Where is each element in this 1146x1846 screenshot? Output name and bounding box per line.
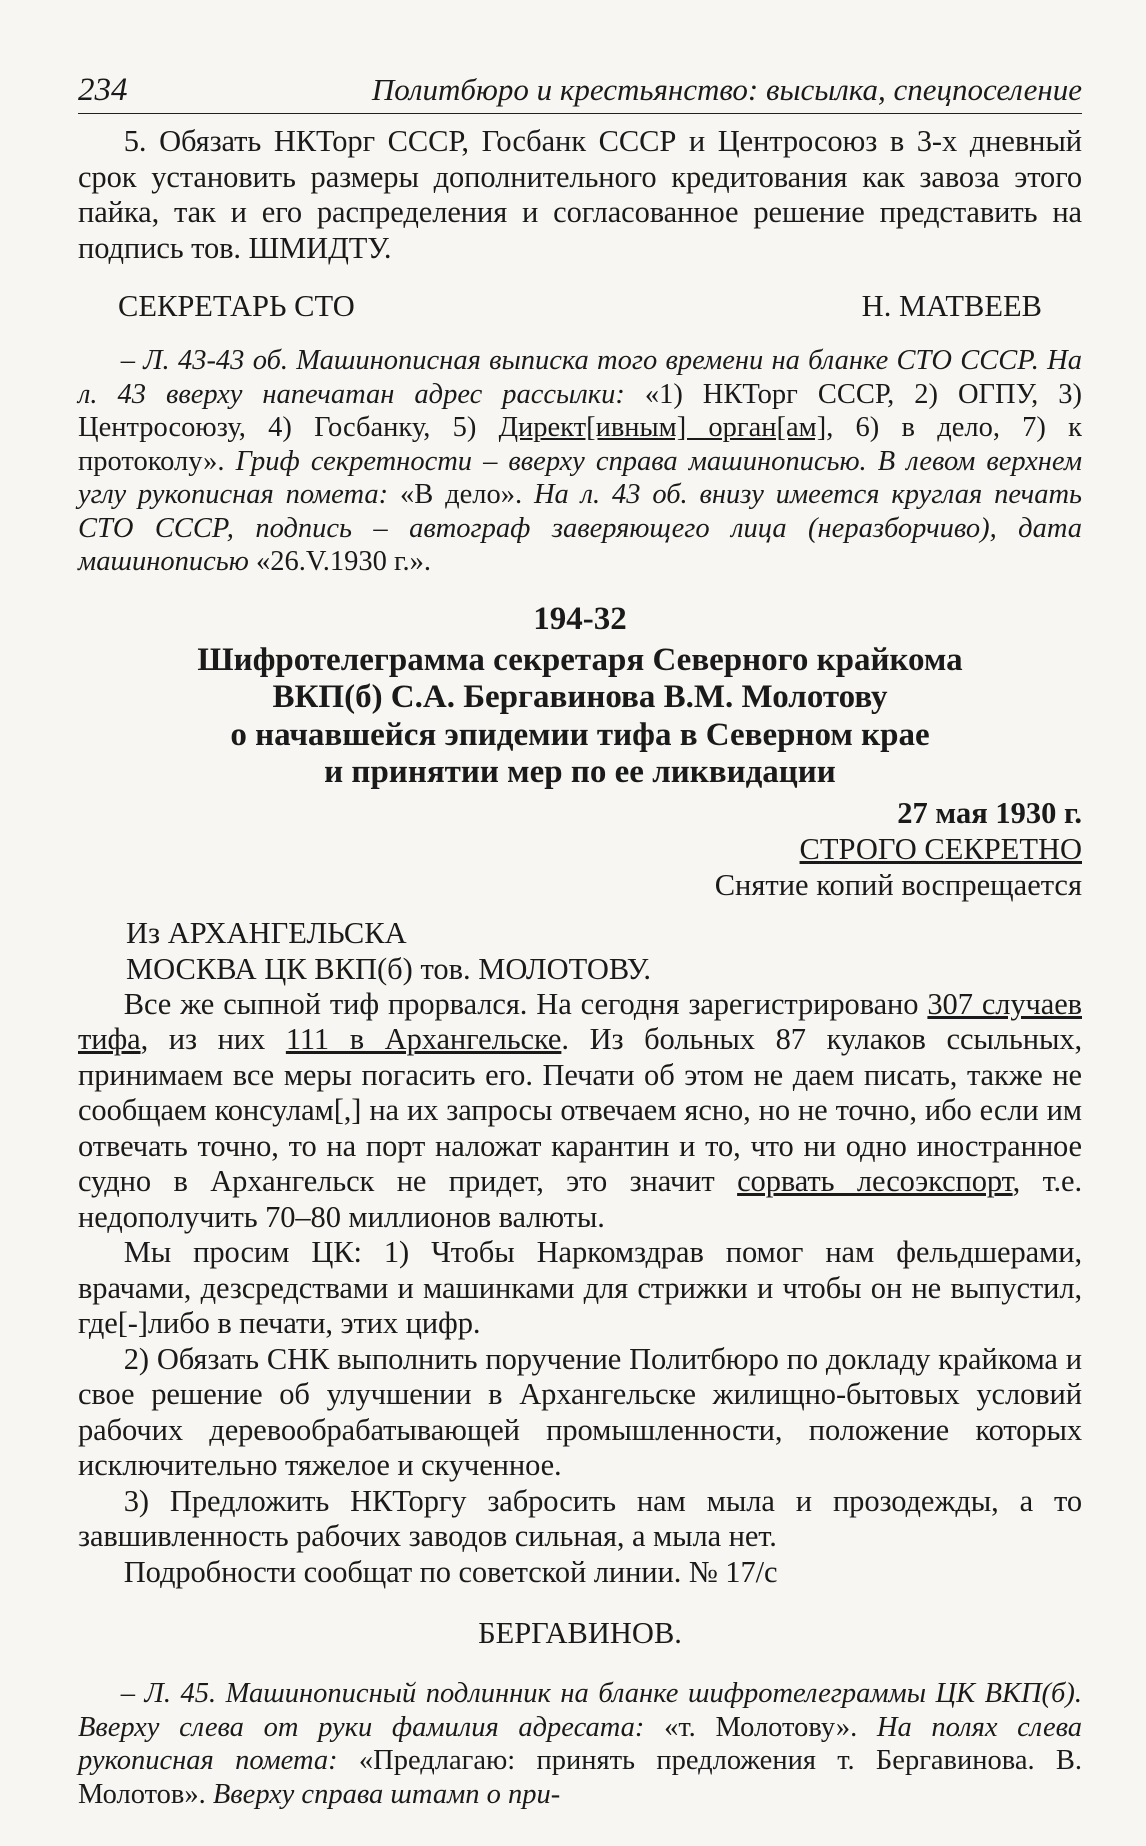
- document-date: 27 мая 1930 г.: [897, 795, 1082, 830]
- telegram-signature: БЕРГАВИНОВ.: [478, 1616, 682, 1650]
- telegram-paragraph-1: [78, 987, 1082, 1236]
- underlined-export: сорвать лесоэкспорт: [737, 1164, 1013, 1198]
- note-quote: «т. Молотову».: [664, 1711, 858, 1743]
- telegram-address: [78, 915, 1082, 987]
- document-number: 194-32: [533, 600, 627, 637]
- note-quote: «Предлагаю: принять предложения т. Бергавинова. В. Молотов».: [78, 1745, 1083, 1810]
- title-line: ВКП(б) С.А. Бергавинова В.М. Молотову: [272, 679, 888, 715]
- underlined-arkhangelsk: 111 в Архангельске: [285, 1022, 562, 1056]
- underlined-cases: 307 случаев тифа: [78, 986, 1082, 1056]
- text-run: Все же сыпной тиф прорвался. На сегодня зарегистрировано: [123, 986, 919, 1021]
- note-text: – Л. 45. Машинописный подлинник на бланке шифротелеграммы ЦК ВКП(б). Вверху слева от руки фамилия адресата:: [78, 1678, 1082, 1743]
- from-line: Из АРХАНГЕЛЬСКА: [126, 915, 407, 950]
- document-page: [78, 72, 1082, 1811]
- telegram-archival-note: [78, 1677, 1082, 1811]
- page-number: 234: [78, 72, 128, 108]
- text-run: , из них: [140, 1022, 266, 1056]
- note-quote: , 6) в дело, 7) к протоколу».: [78, 412, 1082, 477]
- note-quote: «В дело».: [399, 479, 523, 510]
- telegram-paragraph-4: 3) Предложить НКТоргу забросить нам мыла и прозодежды, а то завшивленность рабочих заводов сильная, а мыла нет.: [78, 1483, 1082, 1553]
- telegram-paragraph-2: Мы просим ЦК: 1) Чтобы Наркомздрав помог нам фельдшерами, врачами, дезсредствами и машинками для стрижки и чтобы он не выпустил, где[-]либо в печати, этих цифр.: [78, 1235, 1082, 1340]
- classification-stamp: СТРОГО СЕКРЕТНО: [799, 831, 1082, 866]
- prev-doc-paragraph-5: 5. Обязать НКТорг СССР, Госбанк СССР и Центросоюз в 3-х дневный срок установить размеры дополнительного кредитования как завоза этого пайка, так и его распределения и согласованное решение представить на подпись тов. ШМИДТУ.: [78, 124, 1082, 265]
- signature-title: СЕКРЕТАРЬ СТО: [118, 289, 355, 323]
- note-underlined: Директ[ивным] орган[ам]: [498, 412, 827, 443]
- note-text: На полях слева рукописная помета:: [78, 1711, 1083, 1776]
- text-run: , т.е. недополучить 70–80 миллионов валюты.: [78, 1164, 1083, 1234]
- running-title: Политбюро и крестьянство: высылка, спецпоселение: [371, 72, 1082, 107]
- signature-name: Н. МАТВЕЕВ: [861, 289, 1042, 323]
- classification-block: [78, 831, 1082, 903]
- note-quote: «1) НКТорг СССР, 2) ОГПУ, 3) Центросоюзу, 4) Госбанку, 5): [78, 378, 1082, 443]
- note-text: – Л. 43-43 об. Машинописная выписка того времени на бланке СТО СССР. На л. 43 вверху напечатан адрес рассылки:: [78, 345, 1082, 410]
- copy-ban-notice: Снятие копий воспрещается: [714, 867, 1082, 902]
- text-run: . Из больных 87 кулаков ссыльных, принимаем все меры погасить его. Печати об этом не даем писать, также не сообщаем консулам[,] на их запросы отвечаем ясно, но не точно, ибо если им отвечать точно, то на порт наложат карантин и то, что ни одно иностранное судно в Архангельск не придет, это значит: [78, 1022, 1083, 1198]
- note-quote: «26.V.1930 г.».: [255, 546, 431, 577]
- document-title: [78, 642, 1082, 792]
- running-head: [78, 72, 1082, 114]
- note-text: Гриф секретности – вверху справа машинописью. В левом верхнем углу рукописная помета:: [78, 445, 1083, 510]
- telegram-paragraph-3: 2) Обязать СНК выполнить поручение Политбюро по докладу крайкома и свое решение об улучшении в Архангельске жилищно-бытовых условий рабочих деревообрабатывающей промышленности, положение которых исключительно тяжелое и скученное.: [78, 1341, 1082, 1482]
- note-text: Вверху справа штамп о при-: [212, 1778, 561, 1810]
- to-line: МОСКВА ЦК ВКП(б) тов. МОЛОТОВУ.: [126, 951, 651, 986]
- title-line: Шифротелеграмма секретаря Северного крайкома: [197, 641, 963, 678]
- title-line: и принятии мер по ее ликвидации: [324, 754, 836, 790]
- note-text: На л. 43 об. внизу имеется круглая печать СТО СССР, подпись – автограф заверяющего лица (неразборчиво), дата машинописью: [78, 479, 1083, 577]
- prev-doc-archival-note: [78, 344, 1082, 579]
- telegram-paragraph-5: Подробности сообщат по советской линии. № 17/с: [123, 1554, 778, 1589]
- title-line: о начавшейся эпидемии тифа в Северном крае: [230, 716, 930, 753]
- prev-doc-signature: [118, 288, 1042, 324]
